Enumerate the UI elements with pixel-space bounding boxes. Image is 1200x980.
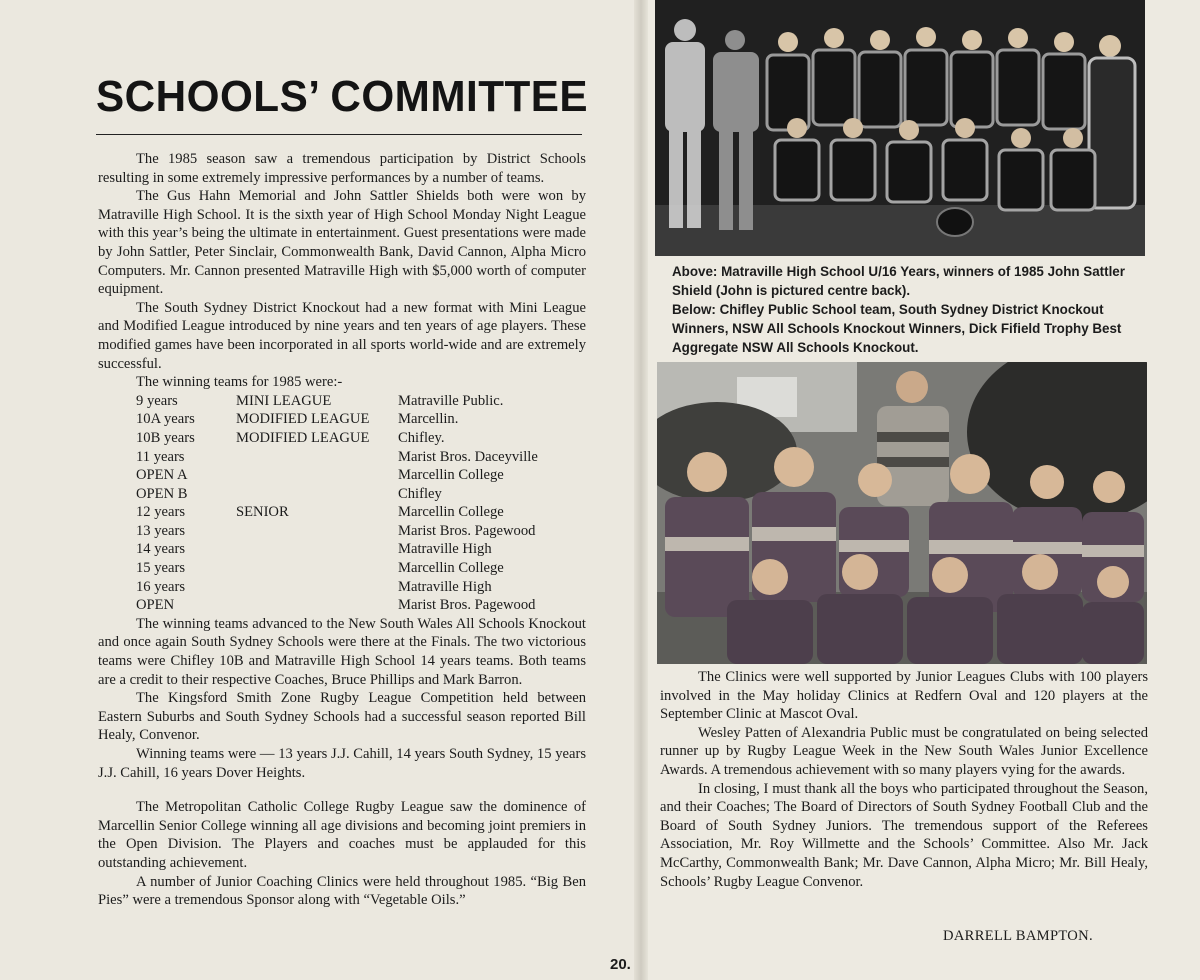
winners-table xyxy=(98,392,538,615)
page-number: 20. xyxy=(610,956,631,973)
table-row: OPEN B Chifley xyxy=(136,485,442,502)
team-photo-matraville xyxy=(655,0,1145,256)
paragraph-clinics-support: The Clinics were well supported by Junior Leagues Clubs with 100 players involved in the May holiday Clinics at Redfern Oval and 120 players at the September Clinic at Mascot Oval. xyxy=(660,669,1148,723)
author-signature: DARRELL BAMPTON. xyxy=(943,928,1093,944)
paragraph-kingsford-smith: The Kingsford Smith Zone Rugby League Competition held between Eastern Suburbs and South Sydney Schools had a successful season reported Bill Healy, Convenor. xyxy=(98,690,586,744)
caption-above: Above: Matraville High School U/16 Years, winners of 1985 John Sattler Shield (John is pictured centre back). xyxy=(672,264,1125,298)
photo-captions xyxy=(672,262,1132,357)
table-row: 10A years MODIFIED LEAGUE Marcellin. xyxy=(136,411,459,428)
caption-below: Below: Chifley Public School team, South Sydney District Knockout Winners, NSW All Schools Knockout Winners, Dick Fifield Trophy Best Aggregate NSW All Schools Knockout. xyxy=(672,302,1122,355)
table-row: OPEN Marist Bros. Pagewood xyxy=(136,597,536,614)
paragraph-catholic-league: The Metropolitan Catholic College Rugby League saw the dominence of Marcellin Senior College winning all age divisions and becoming joint premiers in the Open Division. The Players and coaches must be applauded for this outstanding achievement. xyxy=(98,799,586,871)
team-photo-matraville-image xyxy=(655,0,1145,256)
paragraph-nsw-knockout: The winning teams advanced to the New South Wales All Schools Knockout and once again South Sydney Schools were there at the Finals. The two victorious teams were Chifley 10B and Matraville High School 14 years teams. Both teams are a credit to their respective Coaches, Bruce Phillips and Mark Barron. xyxy=(98,615,586,688)
paragraph-wesley-patten: Wesley Patten of Alexandria Public must be congratulated on being selected runner up by Rugby League Week in the New South Wales Junior Excellence Awards. A tremendous achievement with so many players vying for the awards. xyxy=(660,724,1148,778)
paragraph-winners-intro: The winning teams for 1985 were:- xyxy=(136,374,343,391)
title-underline xyxy=(96,134,582,135)
table-row: 9 years MINI LEAGUE Matraville Public. xyxy=(136,392,504,409)
paragraph-closing: In closing, I must thank all the boys who participated throughout the Season, and their Coaches; The Board of Directors of South Sydney Football Club and the Board of South Sydney Juniors. The tremendous support of the Referees Association, Mr. Roy Willmette and the Schools’ Committee. Also Mr. Jack McCarthy, Commonwealth Bank; Mr. Dave Cannon, Alpha Micro; Mr. Bill Healy, Schools’ Rugby League Convenor. xyxy=(660,780,1148,890)
team-photo-chifley-image xyxy=(657,362,1147,664)
left-column xyxy=(98,150,586,910)
paragraph-gap xyxy=(98,782,586,798)
table-row: OPEN A Marcellin College xyxy=(136,467,504,484)
table-row: 16 years Matraville High xyxy=(136,578,492,595)
paragraph-knockout: The South Sydney District Knockout had a new format with Mini League and Modified League introduced by nine years and ten years of age players. These modified games have been incorporated in all sports world-wide and are extremely successful. xyxy=(98,299,586,372)
page-title: SCHOOLS’ COMMITTEE xyxy=(96,72,589,121)
table-row: 15 years Marcellin College xyxy=(136,560,504,577)
table-row: 11 years Marist Bros. Daceyville xyxy=(136,448,538,465)
table-row: 10B years MODIFIED LEAGUE Chifley. xyxy=(136,429,445,446)
right-column xyxy=(660,668,1148,891)
paragraph-intro: The 1985 season saw a tremendous participation by District Schools resulting in some extremely impressive performances by a number of teams. xyxy=(98,151,586,186)
paragraph-shields: The Gus Hahn Memorial and John Sattler Shields both were won by Matraville High School. It is the sixth year of High School Monday Night League with this year’s being the ultimate in entertainment. Guest presentations were made by John Sattler, Peter Sinclair, Commonwealth Bank, David Cannon, Alpha Micro Computers. Mr. Cannon presented Matraville High with $5,000 worth of computer equipment. xyxy=(98,188,586,298)
team-photo-chifley xyxy=(657,362,1147,664)
book-gutter xyxy=(634,0,648,980)
paragraph-clinics: A number of Junior Coaching Clinics were held throughout 1985. “Big Ben Pies” were a tremendous Sponsor along with “Vegetable Oils.” xyxy=(98,873,586,909)
table-row: 13 years Marist Bros. Pagewood xyxy=(136,522,536,539)
table-row: 14 years Matraville High xyxy=(136,541,492,558)
paragraph-winning-teams: Winning teams were — 13 years J.J. Cahill, 14 years South Sydney, 15 years J.J. Cahill, 16 years Dover Heights. xyxy=(98,746,586,781)
table-row: 12 years SENIOR Marcellin College xyxy=(136,504,504,521)
